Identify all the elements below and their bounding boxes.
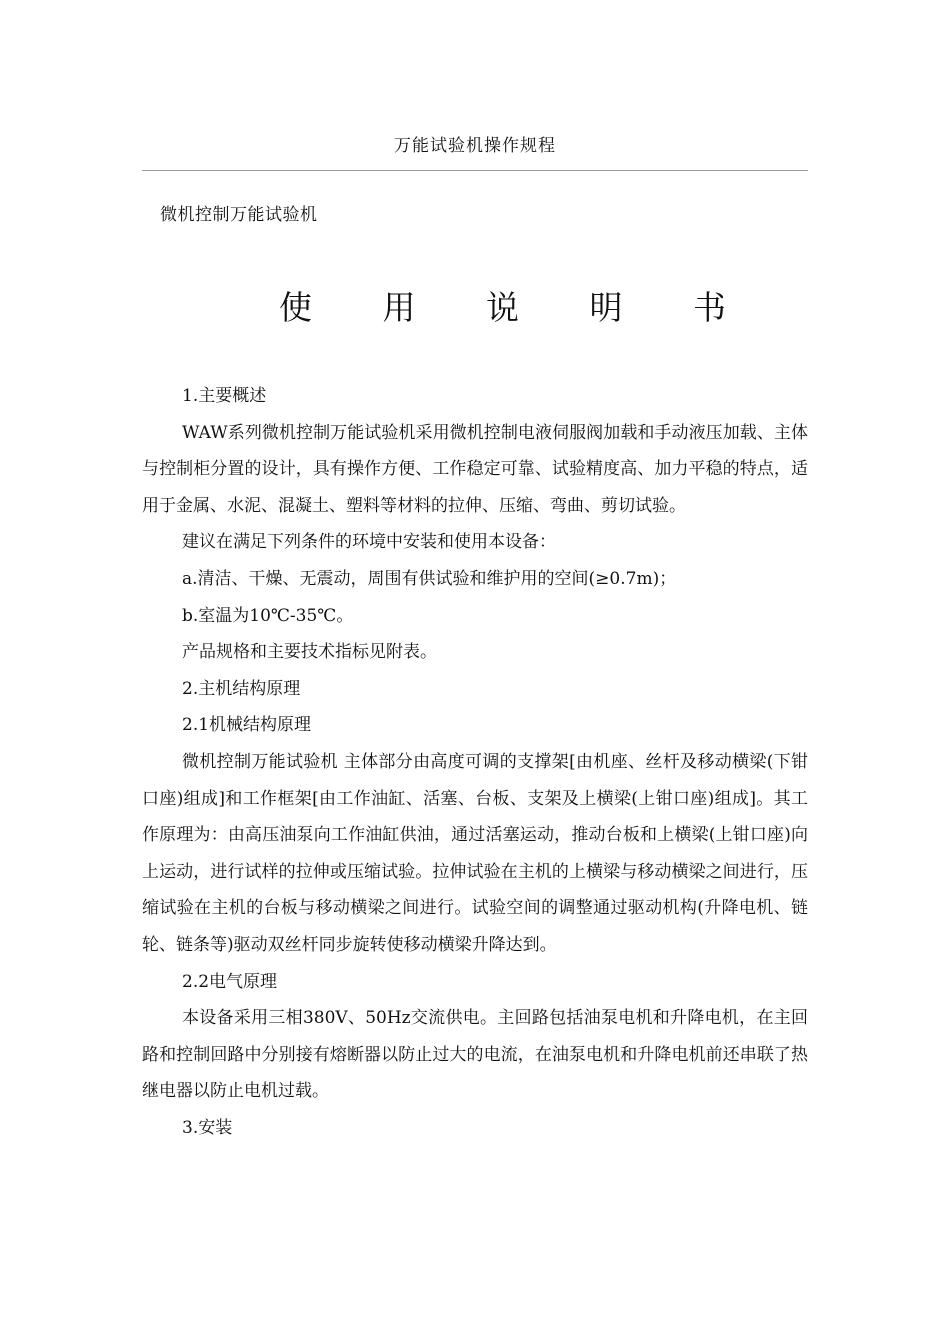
paragraph-mechanical: 微机控制万能试验机 主体部分由高度可调的支撑架[由机座、丝杆及移动横梁(下钳口座)组成]和工作框架[由工作油缸、活塞、台板、支架及上横梁(上钳口座)组成]。其工作原理为：由高压油泵向工作油缸供油，通过活塞运动，推动台板和上横梁(上钳口座)向上运动，进行试样的拉伸或压缩试验。拉伸试验在主机的上横梁与移动横梁之间进行，压缩试验在主机的台板与移动横梁之间进行。试验空间的调整通过驱动机构(升降电机、链轮、链条等)驱动双丝杆同步旋转使移动横梁升降达到。 (142, 751, 808, 955)
list-item-condition-a: a.清洁、干燥、无震动，周围有供试验和维护用的空间(≥0.7m)； (182, 568, 677, 589)
paragraph-environment-intro: 建议在满足下列条件的环境中安装和使用本设备： (182, 532, 556, 553)
list-item-condition-b: b.室温为10℃-35℃。 (182, 605, 354, 626)
document-subtitle: 微机控制万能试验机 (160, 205, 318, 225)
document-title: 使 用 说 明 书 (279, 288, 756, 327)
document-body (142, 378, 808, 1146)
section-heading-structure: 2.主机结构原理 (182, 678, 301, 699)
section-heading-overview: 1.主要概述 (182, 386, 267, 406)
running-header: 万能试验机操作规程 (394, 136, 556, 156)
section-heading-installation: 3.安装 (182, 1117, 233, 1138)
section-heading-electrical: 2.2电气原理 (182, 971, 278, 992)
header-divider (142, 170, 808, 171)
paragraph-overview: WAW系列微机控制万能试验机采用微机控制电液伺服阀加载和手动液压加载、主体与控制柜分置的设计，具有操作方便、工作稳定可靠、试验精度高、加力平稳的特点，适用于金属、水泥、混凝土、塑料等材料的拉伸、压缩、弯曲、剪切试验。 (142, 422, 808, 516)
paragraph-electrical: 本设备采用三相380V、50Hz交流供电。主回路包括油泵电机和升降电机，在主回路和控制回路中分别接有熔断器以防止过大的电流，在油泵电机和升降电机前还串联了热继电器以防止电机过载。 (142, 1008, 808, 1102)
section-heading-mechanical: 2.1机械结构原理 (182, 715, 312, 736)
paragraph-specs-note: 产品规格和主要技术指标见附表。 (182, 642, 437, 663)
